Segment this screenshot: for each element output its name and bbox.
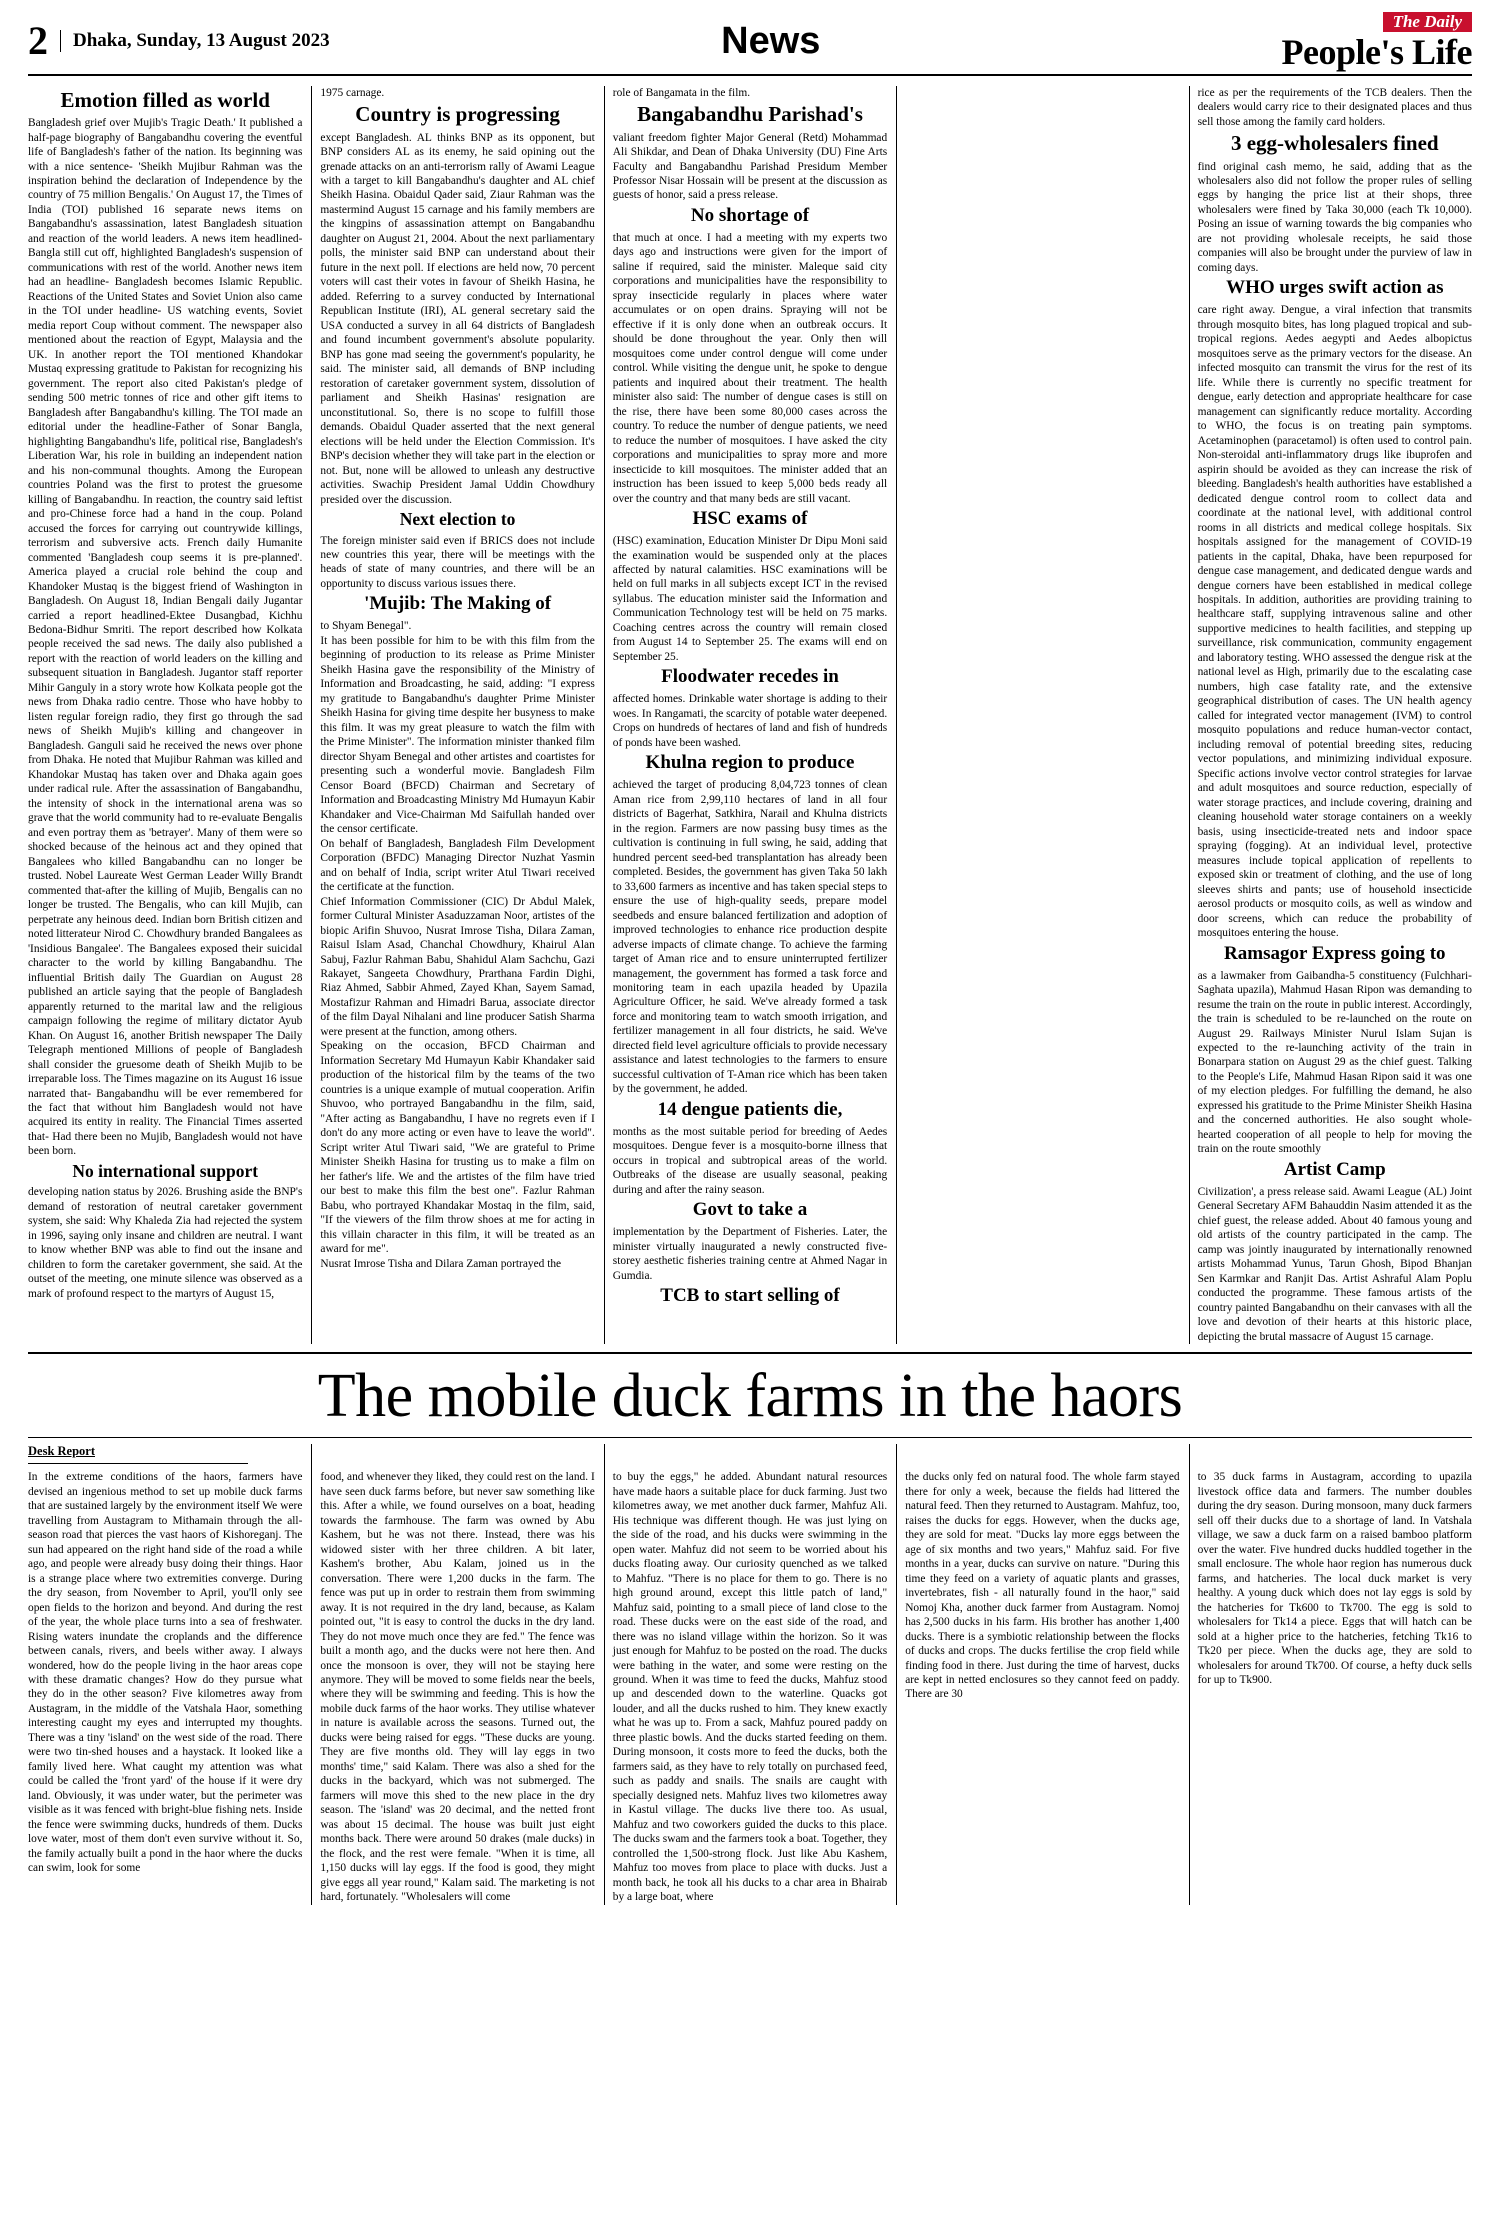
article-body: 1975 carnage.	[320, 87, 385, 99]
article-headline: Khulna region to produce	[645, 752, 855, 774]
article-body: role of Bangamata in the film.	[612, 87, 751, 99]
article-body: to Shyam Benegal".	[320, 620, 412, 633]
article-headline: 3 egg-wholesalers fined	[1230, 131, 1439, 156]
feature-column-5	[1198, 1470, 1472, 1905]
article-body: Bangladesh grief over Mujib's Tragic Death.' It published a half-page biography of Bangabandhu covering the eventful life of Bangladesh's father of the nation. Its beginning was with a nice sentence- 'Sheikh Mujibur Rahman was the inspiration behind the declaration of Independence by the country of 75 million Bengalis.' On August 17, the Times of India (TOI) published 16 separate news items on Bangabandhu's assassination, latest Bangladesh situation and reaction of the world leaders. A news item headlined-Bangla still cut off, highlighted Bangladesh's suspension of communications with rest of the world. Another news item had an headline- Bangladesh becomes Islamic Republic. Reactions of the United States and Soviet Union also came in the TOI under headline- US watching events, Soviet media report Coup without comment. The newspaper also mentioned about the reaction of Egypt, Malaysia and the UK. In another report the TOI mentioned Khandokar Mustaq expressing gratitude to Pakistan for recognizing his government. The report also cited Pakistan's pledge of sending 500 metric tonnes of rice and other gift items to Bangladesh after Bangabandhu's killing. The TOI made an editorial under the headline-Father of Sonar Bangla, highlighting Bangabandhu's life, political rise, Bangladesh's Liberation War, his role in building an independent nation and his non-communal thoughts. Among the European countries Poland was the first to protest the gruesome killing of Bangabandhu. In reaction, the country said leftist and pro-Chinese force had a hand in the coup. Poland accused the forces for carrying out countrywide killings, terrorism and subversive acts. French daily Humanite commented 'Bangladesh coup seems it is pre-planned'. America played a crucial role behind the coup and Khandoker Mustaq is the biggest friend of Washington in Bangladesh. On August 18, Indian Bengali daily Jugantar carried a report headlined-Ektee Dusangbad, Kichhu Bedona-Bidhur Smriti. The report described how Kolkata people received the sad news. The daily also published a report with the reaction of world leaders on the killing and subsequent situation in Bangladesh. Jugantor staff reporter Mihir Ganguly in a story wrote how Kolkata people got the news from Dhaka radio centre. Those who have hobby to listen regular foreign radio, they first go through the sad news of Sheikh Mujib's killing and changeover in Bangladesh. Ganguli said he received the news over phone from Dhaka. He noted that Mujibur Rahman was killed and Khandokar Mustaq has taken over and Dhaka again goes under radical rule. After the assassination of Bangabandhu, the intensity of shock in the international arena was so grave that the world community had to re-evaluate Bengalis and even portray them as 'betrayer'. Many of them were so shocked because of the heinous act and they opined that Bangalees who killed Bangabandhu can no longer be trusted. Nobel Laureate West German Leader Willy Brandt commented that-after the killing of Mujib, Bengalis can no longer be trusted. The Bengalis, who can kill Mujib, can perpetrate any heinous deed. Indian born British citizen and noted litterateur Nirod C. Chowdhury branded Bangalees as 'Insidious Bangalee'. The Bangalees exposed their suicidal character to the world by killing Bangabandhu. The influential British daily The Guardian on August 28 published an article saying that the people of Bangladesh apparently returned to the marital law and the religious campaign following the regime of military dictator Ayub Khan. On August 16, another British newspaper The Daily Telegraph mentioned Millions of people of Bangladesh shall consider the gruesome death of Sheikh Mujib to be irreparable loss. The Times magazine on its August 16 issue narrated that- Bangabandhu will be ever remembered for the fact that without him Bangladesh would not have acquired its entity in reality. The Financial Times asserted that- Had there been no Mujib, Bangladesh would not have been born.	[28, 117, 303, 1158]
article-body: It has been possible for him to be with this film from the beginning of production to its release as Prime Minister Sheikh Hasina gave the responsibility of the Ministry of Information and Broadcasting, he said, adding: "I express my gratitude to Bangabandhu's daughter Prime Minister Sheikh Hasina for giving time despite her busyness to make this film. It was my great pleasure to watch the film with the Prime Minister". The information minister thanked film director Shyam Benegal and other artistes and coartistes for presenting such a wonderful movie. Bangladesh Film Censor Board (BFCD) Chairman and Secretary of Information and Broadcasting Ministry Md Humayun Kabir Khandaker and Vice-Chairman Md Saifullah handed over the censor certificate.	[320, 634, 595, 836]
brand-the-daily: The Daily	[1383, 12, 1472, 32]
feature-headline: The mobile duck farms in the haors	[28, 1354, 1472, 1438]
article-body: Nusrat Imrose Tisha and Dilara Zaman portrayed the	[320, 1257, 562, 1270]
article-headline: Ramsagor Express going to	[1224, 942, 1446, 964]
feature-column-1	[28, 1470, 302, 1905]
article-headline: No shortage of	[690, 204, 810, 226]
article-headline: No international support	[72, 1160, 259, 1181]
article-body: care right away. Dengue, a viral infection that transmits through mosquito bites, has long plagued tropical and sub-tropical regions. Aedes aegypti and Aedes albopictus mosquitoes serve as the primary vectors for the disease. An infected mosquito can transmit the virus for the rest of its life. While there is currently no specific treatment for dengue, early detection and appropriate healthcare for case management can significantly reduce mortality. According to WHO, the focus is on treating pain symptoms. Acetaminophen (paracetamol) is often used to control pain. Non-steroidal anti-inflammatory drugs like ibuprofen and aspirin should be avoided as they can increase the risk of bleeding. Bangladesh's health authorities have established a dedicated dengue control room to collect data and coordinate at the national level, with additional control rooms in all districts and medical college hospitals. Six hospitals assigned for the management of COVID-19 patients in the capital, Dhaka, have been repurposed for dengue case management, and dedicated dengue wards and dengue corners have been established in medical college hospitals. In addition, authorities are providing training to healthcare staff, supplying intravenous saline and other supportive medicines to health facilities, and stepping up surveillance, risk communication, community engagement and laboratory testing. WHO assessed the dengue risk at the national level as High, primarily due to the escalating case numbers, high case fatality rate, and the extensive geographical distribution of cases. The UN health agency called for integrated vector management (IVM) to control mosquito populations and reduce human-vector contact, including removal of potential breeding sites, reducing vector populations, and minimizing individual exposure. Specific actions involve vector control strategies for larvae and adult mosquitoes and source reduction, especially of water storage practices, and include covering, draining and cleaning household water storage containers on a weekly basis, using insecticide-treated nets and indoor space spraying (fogging). At an individual level, protective measures include topical application of repellents to exposed skin or treatment of clothing, and the use of long sleeves shirts and pants; use of household insecticide aerosol products or mosquito coils, as well as window and door screens, which can reduce the probability of mosquitoes entering the house.	[1197, 304, 1472, 940]
section-title: News	[721, 19, 821, 62]
article-body: as a lawmaker from Gaibandha-5 constituency (Fulchhari-Saghata upazila), Mahmud Hasan Ripon was demanding to resume the train on the route in public interest. Accordingly, the train is scheduled to be re-launched on the route on August 29. Railways Minister Nurul Islam Sujan is expected to the re-launching activity of the train in Bonarpara station on August 29 as the chief guest. Talking to the People's Life, Mahmud Hasan Ripon said it was one of my election pledges. For fulfilling the demand, he also expressed his gratitude to the Prime Minister Sheikh Hasina and the concerned authorities. He also sought whole-hearted cooperation of all people to help for moving the train on the route smoothly	[1197, 969, 1472, 1156]
feature-body: In the extreme conditions of the haors, farmers have devised an ingenious method to set up mobile duck farms that are sustained largely by the environment itself We were travelling from Austagram to Mithamain through the all-season road that pierces the vast haors of Kishoreganj. The sun had appeared on the right hand side of the road a while ago, and people were already busy doing their things. Haor is a strange place where two extremities converge. During the dry season, from November to April, you'll only see open fields to the horizon and beyond. And during the rest of the year, the whole place turns into a sea of freshwater. Rising waters inundate the croplands and the difference between canals, rivers, and beels wither away. I always wondered, how do the people living in the haor areas cope with these dramatic changes? How do they pursue what they do in the other season? Five kilometres away from Austagram, in the middle of the Vatshala Haor, something interesting caught my eyes and interrupted my thoughts. There was a tiny 'island' on the west side of the road. There were two tin-shed houses and a haystack. It looked like a family lived here. What caught my attention was what could be called the 'front yard' of the house if it were dry land. Obviously, it was under water, but the perimeter was visible as it was fenced with bright-blue fishing nets. Inside the fence were swimming ducks, hundreds of them. Ducks love water, most of them don't even survive without it. So, the family actually built a pond in the haor where the ducks can swim, look for some	[28, 1471, 303, 1875]
article-body: that much at once. I had a meeting with my experts two days ago and instructions were given for the import of saline if required, said the minister. Maleque said city corporations and municipalities have the responsibility to spray insecticide regularly in places where water accumulates or on open drains. Spraying will not be effective if it is only done when an outbreak occurs. It should be done throughout the year. Only then will mosquitoes come under control dengue will come under control. While visiting the dengue unit, he spoke to dengue patients and inquired about their treatment. The health minister also said: The number of dengue cases is still on the rise, there have been some 80,000 cases across the country. To reduce the number of dengue patients, we need to reduce the number of mosquitoes. I have asked the city corporations and municipalities to spray more and more insecticide to kill mosquitoes. The minister added that an instruction has been issued to keep 5,000 beds ready all over the country and that many beds are still vacant.	[612, 231, 888, 505]
article-headline: TCB to start selling of	[660, 1285, 840, 1307]
article-headline: 'Mujib: The Making of	[364, 593, 552, 615]
article-body: achieved the target of producing 8,04,723 tonnes of clean Aman rice from 2,99,110 hectares of land in all four districts of Bagerhat, Satkhira, Narail and Khulna districts in the region. Farmers are now passing busy times as the cultivation is continuing in full swing, he said, adding that hundred percent seed-bed transplantation has already been completed. Besides, the government has given Taka 50 lakh to 33,600 farmers as incentive and has taken special steps to ensure the use of high-quality seeds, prepare model seedbeds and ensure balanced fertilization and adoption of improved technologies to enhance rice production despite adverse impacts of climate change. To achieve the farming target of Aman rice and to ensure uninterrupted fertilizer management, the government has formed a task force and monitoring team in each upazila headed by Upazila Agriculture Officer, he said. We've already formed a task force and monitoring team to watch smooth irrigation, and fertilizer management in all four districts, he said. We've directed field level agriculture officials to provide necessary assistance and latest technologies to the farmers to ensure successful cultivation of T-Aman rice which has been taken by the government, he added.	[612, 779, 888, 1096]
feature-column-4	[905, 1470, 1179, 1905]
feature-body: to 35 duck farms in Austagram, according to upazila livestock office data and farmers. The number doubles during the dry season. During monsoon, many duck farmers sell off their ducks due to a shortage of land. In Vatshala village, we saw a duck farm on a raised bamboo platform over the water. Five hundred ducks huddled together in the small enclosure. The whole haor region has numerous duck farms, and hatcheries. The local duck market is very healthy. A young duck which does not lay eggs is sold by the hatcheries for Tk600 to Tk700. The egg is sold to wholesalers for Tk14 a piece. Eggs that will hatch can be sold at a higher price to the hatcheries, fetching Tk16 to Tk20 per piece. When the ducks age, they are sold to wholesalers for around Tk700. Of course, a hefty duck sells for up to Tk900.	[1197, 1471, 1472, 1686]
article-body: (HSC) examination, Education Minister Dr Dipu Moni said the examination would be suspended only at the places affected by natural calamities. HSC examinations will be held on full marks in all subjects except ICT in the revised syllabus. The education minister said the Information and Communication Technology test will be held on 75 marks. Coaching centres across the country will remain closed from August 14 to September 25. The exams will end on September 25.	[612, 535, 888, 663]
brand-logo	[1212, 12, 1472, 70]
feature-article-grid	[28, 1470, 1472, 1905]
news-column-1	[28, 86, 302, 1344]
article-headline: Country is progressing	[355, 102, 560, 127]
feature-byline: Desk Report	[28, 1438, 248, 1464]
article-headline: Govt to take a	[692, 1199, 808, 1221]
article-body: months as the most suitable period for breeding of Aedes mosquitoes. Dengue fever is a mosquito-borne illness that occurs in tropical and subtropical areas of the world. Outbreaks of the disease are usually seasonal, peaking during and after the rainy season.	[612, 1125, 888, 1196]
brand-peoples-life: People's Life	[1281, 32, 1472, 72]
feature-column-3	[613, 1470, 887, 1905]
page-number: 2	[28, 18, 48, 63]
article-body: affected homes. Drinkable water shortage is adding to their woes. In Rangamati, the scarcity of potable water deepened. Crops on hundreds of hectares of land and fish of hundreds of ponds have been washed.	[612, 693, 888, 749]
article-headline: Artist Camp	[1283, 1158, 1386, 1180]
article-headline: Bangabandhu Parishad's	[637, 102, 863, 127]
article-body: except Bangladesh. AL thinks BNP as its opponent, but BNP considers AL as its enemy, he said opining out the grenade attacks on an anti-terrorism rally of Awami League with a target to kill Bangabandhu's daughter and AL chief Sheikh Hasina. Obaidul Qader said, Ziaur Rahman was the mastermind August 15 carnage and his family members are the kingpins of assassination attempt on Bangabandhu daughter on August 21, 2004. About the next parliamentary polls, the minister said BNP can understand about their future in the next poll. If elections are held now, 70 percent voters will cast their votes in favour of Sheikh Hasina, he added. Referring to a survey conducted by International Republican Institute (IRI), AL general secretary said the USA conducted a survey in all 64 districts of Bangladesh and found incumbent government's absolute popularity. BNP has gone mad seeing the government's popularity, he said. The minister said, all demands of BNP including restoration of caretaker government system, dissolution of parliament and Sheikh Hasinas' resignation are unconstitutional. So, there is no scope to fulfill those demands. Obaidul Quader asserted that the next general elections will be held under the Election Commission. It's BNP's decision whether they will take part in the election or not. But, none will be allowed to unleash any destructive activities. Swachip President Jamal Uddin Chowdhury presided over the discussion.	[320, 131, 595, 506]
feature-body: the ducks only fed on natural food. The whole farm stayed there for only a week, because the fields had littered the natural feed. Then they returned to Austagram. Mahfuz, too, raises the ducks for eggs. However, when the ducks age, they are sold for meat. "Ducks lay more eggs between the age of six months and two years," Mahfuz said. For five months in a year, ducks can survive on nature. "During this time they feed on a variety of aquatic plants and grasses, invertebrates, fish - all naturally found in the haor," said Nomoj Kha, another duck farmer from Austagram. Nomoj has 2,500 ducks in his farm. His brother has another 1,400 ducks. There is a symbiotic relationship between the flocks of ducks and crops. The ducks fertilise the crop field while finding food in there. Just during the time of harvest, ducks are kept in netted enclosures so they cannot feed on paddy. There are 30	[905, 1471, 1180, 1701]
article-body: Speaking on the occasion, BFCD Chairman and Information Secretary Md Humayun Kabir Khandaker said production of the historical film by the teams of the two countries is a unique example of mutual cooperation. Arifin Shuvoo, who portrayed Bangabandhu in the film, said, "After acting as Bangabandhu, I have no regrets even if I don't do any more acting or even have to leave the world". Script writer Atul Tiwari said, "We are grateful to Prime Minister Sheikh Hasina for trusting us to make a film on her father's life. We and the artistes of the film have tried our best to make this film the best one". Fazlur Rahman Babu, who portrayed Khandakar Mostaq in the film, said, "If the viewers of the film throw shoes at me for acting in this villain character in this film, it will be treated as an award for me".	[320, 1040, 595, 1256]
article-body: rice as per the requirements of the TCB dealers. Then the dealers would carry rice to their designated places and thus sell those among the family card holders.	[1197, 87, 1472, 128]
news-column-5	[1198, 86, 1472, 1344]
news-article-grid	[28, 76, 1472, 1354]
feature-body: food, and whenever they liked, they could rest on the land. I have seen duck farms before, but never saw something like this. After a while, we found ourselves on a boat, heading towards the farmhouse. The farm was owned by Abu Kashem, but he was not there. Instead, there was his widowed sister with her three children. A bit later, Kashem's brother, Abu Kalam, joined us in the conversation. There were 1,200 ducks in the farm. The fence was put up in order to restrain them from swimming away. It is not required in the dry land, because, as Kalam pointed out, "it is easy to control the ducks in the dry land. They do not move much once they are fed." The fence was built a month ago, and the ducks were not here then. And once the monsoon is over, they will not be staying here anymore. They will be moved to some fields near the beels, where they will be swimming and feeding. This is how the mobile duck farms of the haor works. They utilise whatever in nature is available across the seasons. Turned out, the ducks were being raised for eggs. "These ducks are young. They are five months old. They will lay eggs in two months' time," said Kalam. There was also a shed for the ducks in the backyard, which was not submerged. The farmers will move this shed to the new place in the dry season. The 'island' was 20 decimal, and the netted front was about 15 decimal. The house was built just eight months back. There were around 50 drakes (male ducks) in the flock, and the rest were female. "When it is time, all 1,150 ducks will lay eggs. If the food is good, they might give eggs all year round," Kalam said. The marketing is not hard, fortunately. "Wholesalers will come	[320, 1471, 595, 1904]
article-body: On behalf of Bangladesh, Bangladesh Film Development Corporation (BFDC) Managing Director Nuzhat Yasmin and on behalf of India, script writer Atul Tiwari received the certificate at the function.	[320, 837, 595, 894]
news-column-3	[613, 86, 887, 1344]
news-column-4	[905, 86, 1179, 1344]
article-headline: Next election to	[399, 509, 516, 530]
article-body: Chief Information Commissioner (CIC) Dr Abdul Malek, former Cultural Minister Asaduzzaman Noor, artistes of the biopic Arifin Shuvoo, Nusrat Imrose Tisha, Dilara Zaman, Raisul Islam Asad, Chanchal Chowdhury, Khairul Alan Sabuj, Fazlur Rahman Babu, Shahidul Alam Sachchu, Gazi Rakayet, Sangeeta Chowdhury, Prarthana Fardin Dighi, Riaz Ahmed, Sabbir Ahmed, Zayed Khan, Sayem Samad, Mostafizur Rahman and Himadri Barua, associate director of the film Dayal Nihalani and line producer Satish Sharma were present at the function, among others.	[320, 895, 595, 1038]
article-headline: 14 dengue patients die,	[657, 1098, 843, 1120]
article-body: developing nation status by 2026. Brushing aside the BNP's demand of restoration of neutral caretaker government system, she said: Why Khaleda Zia had rejected the system in 1996, saying only insane and children are neutral. I want to know whether BNP was able to find out the insane and children to form the caretaker government, she said. At the outset of the meeting, one minute silence was observed as a mark of profound respect to the martyrs of August 15,	[28, 1186, 303, 1300]
news-column-2	[320, 86, 594, 1344]
article-headline: Floodwater recedes in	[661, 666, 839, 688]
article-headline: Emotion filled as world	[60, 88, 270, 112]
article-headline: HSC exams of	[692, 508, 808, 530]
feature-body: to buy the eggs," he added. Abundant natural resources have made haors a suitable place for duck farming. Just two kilometres away, we met another duck farmer, Mahfuz Ali. His technique was different though. He was just lying on the side of the road, and his ducks were swimming in the open water. Mahfuz did not seem to be worried about his ducks floating away. Our curiosity quenched as we talked to Mahfuz. "There is no place for them to go. There is no high ground around, except this little patch of land," Mahfuz said, pointing to a small piece of land close to the road. These ducks were on the east side of the road, and there was no island village within the horizon. So it was just enough for Mahfuz to be posted on the road. The ducks were bathing in the water, and some were resting on the ground. When it was time to feed the ducks, Mahfuz stood up and descended down to the waterline. Quacks got louder, and all the ducks rushed to him. They knew exactly what he was up to. From a sack, Mahfuz poured paddy on three plastic bowls. And the ducks started feeding on them. During monsoon, it costs more to feed the ducks, both the farmers said, as they have to rely totally on purchased feed, such as paddy and snails. The snails are caught with specially designed nets. Mahfuz lives two kilometres away in Kastul village. The ducks live there too. As usual, Mahfuz and two coworkers guided the ducks to this place. The ducks swam and the farmers took a boat. Together, they controlled the 1,500-strong flock. Just like Abu Kashem, Mahfuz too moves from place to place with ducks. Just a month back, he took all his ducks to a char area in Bhairab by a large boat, where	[612, 1471, 888, 1904]
article-body: find original cash memo, he said, adding that as the wholesalers also did not follow the proper rules of selling eggs by hanging the price list at their shops, three wholesalers were fined by Taka 30,000 (each Tk 10,000). Posing an issue of warning towards the big companies who are not providing wholesale receipts, he said those companies will also be brought under the purview of law in coming days.	[1197, 160, 1472, 274]
masthead	[28, 14, 1472, 76]
article-body: valiant freedom fighter Major General (Retd) Mohammad Ali Shikdar, and Dean of Dhaka University (DU) Fine Arts Faculty and Bangabandhu Parishad Presidum Member Professor Nisar Hossain will be present at the discussion as guests of honor, said a press release.	[612, 131, 888, 202]
feature-column-2	[320, 1470, 594, 1905]
article-body: Civilization', a press release said. Awami League (AL) Joint General Secretary AFM Bahauddin Nasim attended it as the chief guest, the release added. About 40 famous young and old artists of the country participated in the camp. The camp was jointly inaugurated by internationally renowned artists Mohammad Yunus, Tarun Ghosh, Bipod Bhanjan Sen Karmkar and Ranjit Das. Artist Ashraful Alam Poplu conducted the programme. These famous artists of the country painted Bangabandhu on their canvases with all the love and devotion of their hearts at this historic place, depicting the brutal massacre of August 15 carnage.	[1197, 1185, 1472, 1343]
article-body: The foreign minister said even if BRICS does not include new countries this year, there will be meetings with the heads of state of many countries, and there will be an opportunity to discuss various issues there.	[320, 534, 595, 590]
article-headline: WHO urges swift action as	[1226, 277, 1444, 299]
dateline: Dhaka, Sunday, 13 August 2023	[60, 30, 330, 52]
article-body: implementation by the Department of Fisheries. Later, the minister virtually inaugurated a newly constructed five-storey aesthetic fisheries training centre at Ahmed Nagar in Gumdia.	[612, 1226, 888, 1282]
